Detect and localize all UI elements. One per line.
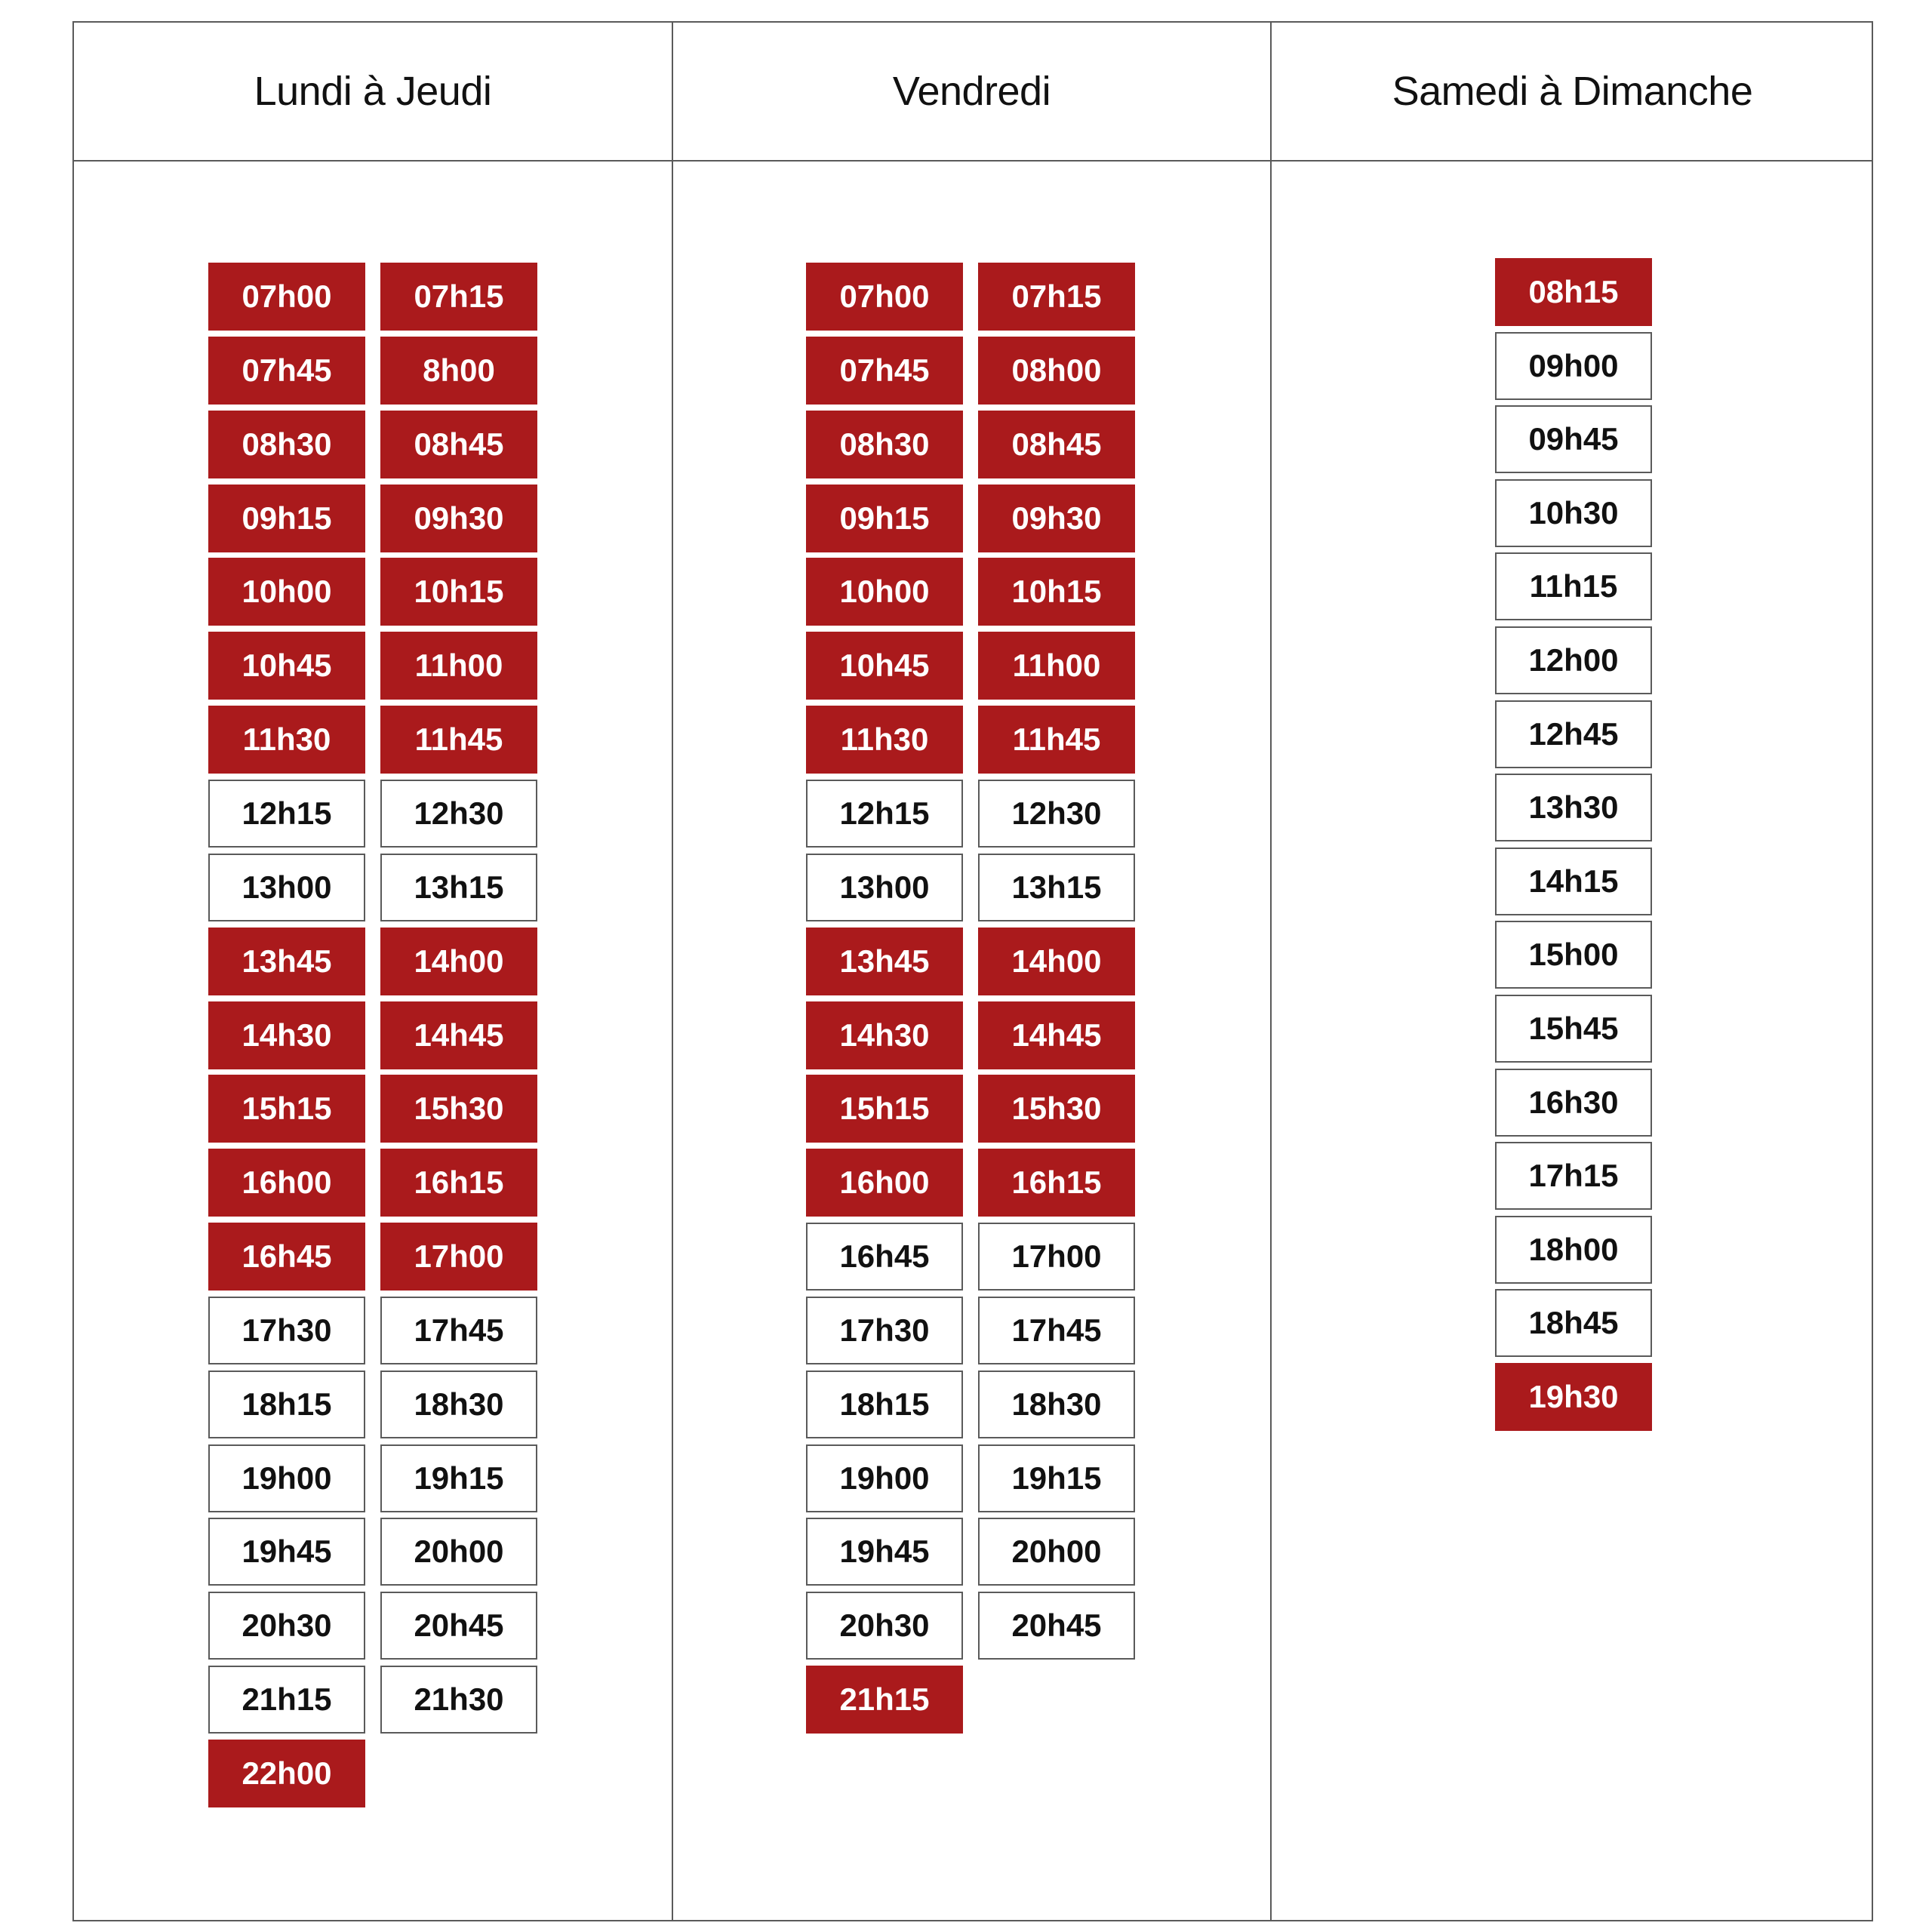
time-slot: 15h00 — [1495, 921, 1652, 989]
time-slot: 11h15 — [1495, 552, 1652, 620]
time-slot: 19h30 — [1495, 1363, 1652, 1431]
time-slot: 20h45 — [380, 1592, 537, 1660]
time-slot: 14h45 — [978, 1001, 1135, 1069]
time-slot: 16h00 — [208, 1149, 365, 1217]
time-slot: 09h30 — [978, 485, 1135, 552]
time-slot: 19h00 — [806, 1444, 963, 1512]
time-slot: 17h15 — [1495, 1142, 1652, 1210]
time-slot: 14h00 — [978, 928, 1135, 995]
time-slot: 18h15 — [208, 1371, 365, 1438]
time-slot: 13h00 — [806, 854, 963, 921]
column-header-lundi-jeudi: Lundi à Jeudi — [254, 69, 492, 114]
time-slot: 10h45 — [208, 632, 365, 700]
time-slot: 11h45 — [978, 706, 1135, 774]
column-header-samedi-dimanche: Samedi à Dimanche — [1392, 69, 1753, 114]
time-slot: 11h45 — [380, 706, 537, 774]
time-slot: 13h45 — [208, 928, 365, 995]
time-slot: 12h30 — [380, 780, 537, 848]
time-slot: 07h15 — [380, 263, 537, 331]
time-slot: 08h45 — [978, 411, 1135, 478]
time-slot: 16h45 — [208, 1223, 365, 1291]
time-slot: 17h00 — [978, 1223, 1135, 1291]
time-slot: 20h00 — [978, 1518, 1135, 1586]
time-slot: 13h30 — [1495, 774, 1652, 841]
time-slot: 19h15 — [978, 1444, 1135, 1512]
time-slot: 16h00 — [806, 1149, 963, 1217]
time-slot: 19h00 — [208, 1444, 365, 1512]
time-slot: 10h00 — [208, 558, 365, 626]
time-slot: 20h00 — [380, 1518, 537, 1586]
time-slot: 18h30 — [978, 1371, 1135, 1438]
time-slot: 18h30 — [380, 1371, 537, 1438]
time-slot: 09h15 — [806, 485, 963, 552]
time-slot: 18h00 — [1495, 1216, 1652, 1284]
time-slot: 20h45 — [978, 1592, 1135, 1660]
time-slot: 13h15 — [978, 854, 1135, 921]
time-slot: 07h00 — [806, 263, 963, 331]
time-slot: 10h15 — [380, 558, 537, 626]
time-slot: 07h45 — [208, 337, 365, 405]
time-slot: 13h15 — [380, 854, 537, 921]
time-slot: 12h45 — [1495, 700, 1652, 768]
time-slot: 19h45 — [806, 1518, 963, 1586]
time-slot: 11h30 — [806, 706, 963, 774]
time-slot: 08h15 — [1495, 258, 1652, 326]
time-slot: 8h00 — [380, 337, 537, 405]
time-slot: 11h00 — [978, 632, 1135, 700]
time-slot: 15h30 — [380, 1075, 537, 1143]
time-slot: 13h45 — [806, 928, 963, 995]
time-slot: 12h30 — [978, 780, 1135, 848]
time-slot: 17h00 — [380, 1223, 537, 1291]
time-slot: 10h30 — [1495, 479, 1652, 547]
time-slot: 07h00 — [208, 263, 365, 331]
time-slot: 09h30 — [380, 485, 537, 552]
time-slot: 19h15 — [380, 1444, 537, 1512]
time-slots-samedi-dimanche — [74, 23, 1872, 1920]
time-slot: 15h45 — [1495, 995, 1652, 1063]
time-slot: 17h30 — [208, 1297, 365, 1364]
time-slot: 20h30 — [806, 1592, 963, 1660]
time-slot: 22h00 — [208, 1740, 365, 1807]
time-slot: 07h45 — [806, 337, 963, 405]
time-slot: 14h45 — [380, 1001, 537, 1069]
time-slot: 20h30 — [208, 1592, 365, 1660]
time-slot: 21h30 — [380, 1666, 537, 1734]
time-slot: 09h00 — [1495, 332, 1652, 400]
time-slot: 17h30 — [806, 1297, 963, 1364]
time-slot: 16h30 — [1495, 1069, 1652, 1137]
time-slot: 08h45 — [380, 411, 537, 478]
time-slot: 13h00 — [208, 854, 365, 921]
time-slot: 12h15 — [208, 780, 365, 848]
time-slot: 15h30 — [978, 1075, 1135, 1143]
time-slot: 18h15 — [806, 1371, 963, 1438]
time-slot: 11h00 — [380, 632, 537, 700]
time-slot: 08h00 — [978, 337, 1135, 405]
time-slot: 14h30 — [806, 1001, 963, 1069]
time-slot: 16h15 — [380, 1149, 537, 1217]
time-slot: 08h30 — [806, 411, 963, 478]
time-slot: 21h15 — [806, 1666, 963, 1734]
time-slot: 16h15 — [978, 1149, 1135, 1217]
time-slot: 07h15 — [978, 263, 1135, 331]
time-slot: 12h00 — [1495, 626, 1652, 694]
time-slot: 08h30 — [208, 411, 365, 478]
time-slot: 12h15 — [806, 780, 963, 848]
time-slot: 10h15 — [978, 558, 1135, 626]
time-slot: 17h45 — [380, 1297, 537, 1364]
time-slot: 16h45 — [806, 1223, 963, 1291]
time-slot: 11h30 — [208, 706, 365, 774]
column-header-vendredi: Vendredi — [892, 69, 1051, 114]
time-slot: 19h45 — [208, 1518, 365, 1586]
time-slot: 21h15 — [208, 1666, 365, 1734]
time-slot: 10h00 — [806, 558, 963, 626]
schedule-table — [72, 21, 1873, 1921]
time-slot: 10h45 — [806, 632, 963, 700]
time-slot: 14h30 — [208, 1001, 365, 1069]
time-slot: 18h45 — [1495, 1289, 1652, 1357]
time-slot: 09h15 — [208, 485, 365, 552]
time-slot: 14h00 — [380, 928, 537, 995]
time-slot: 15h15 — [208, 1075, 365, 1143]
time-slot: 14h15 — [1495, 848, 1652, 915]
time-slot: 17h45 — [978, 1297, 1135, 1364]
time-slot: 15h15 — [806, 1075, 963, 1143]
time-slot: 09h45 — [1495, 405, 1652, 473]
